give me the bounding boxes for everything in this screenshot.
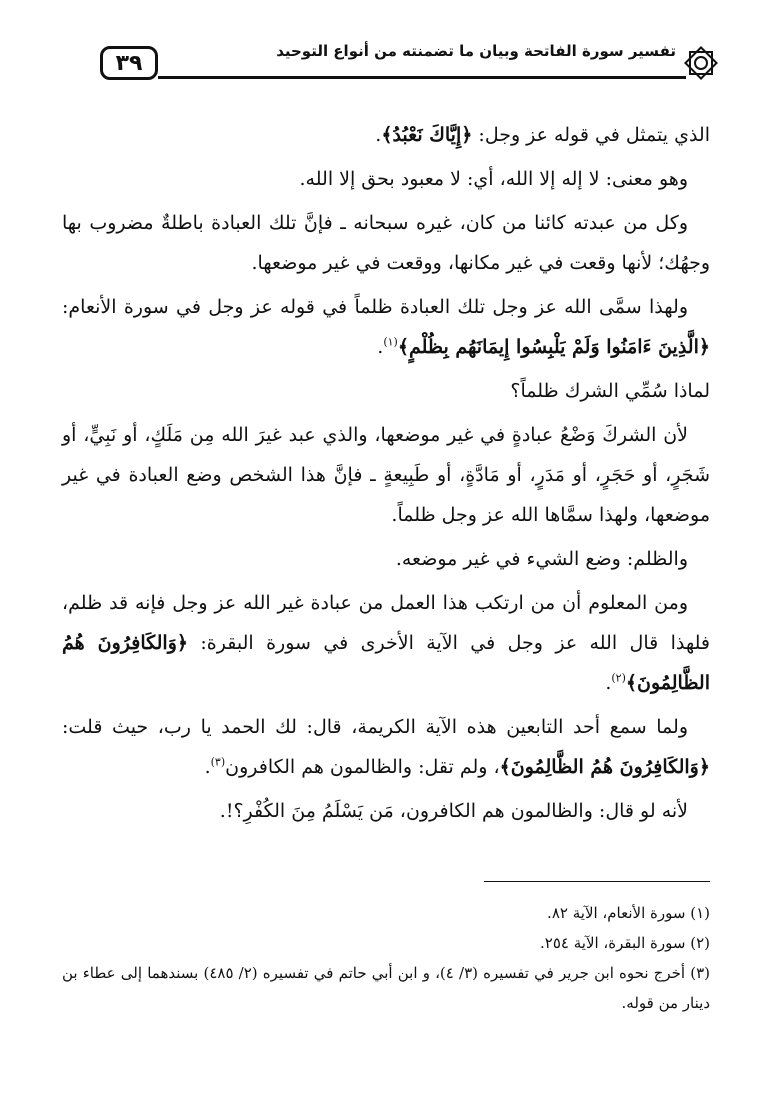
paragraph: وهو معنى: لا إله إلا الله، أي: لا معبود بحق إلا الله. (299, 168, 688, 190)
footnote: (١) سورة الأنعام، الآية ٨٢. (547, 904, 710, 922)
quran-quote: ﴿الَّذِينَ ءَامَنُوا وَلَمْ يَلْبِسُوا إِيمَانَهُم بِظُلْمٍ﴾ (397, 336, 710, 358)
footnote: (٢) سورة البقرة، الآية ٢٥٤. (540, 934, 710, 952)
star-ornament-icon (682, 44, 720, 82)
quran-quote: ﴿وَالكَافِرُونَ هُمُ الظَّالِمُونَ﴾ (62, 632, 710, 694)
footnote: (٣) أخرج نحوه ابن جرير في تفسيره (٣/ ٤)، و ابن أبي حاتم في تفسيره (٢/ ٤٨٥) بسندهما إلى عطاء بن دينار من قوله. (62, 964, 711, 1012)
paragraph: ولما سمع أحد التابعين هذه الآية الكريمة، قال: لك الحمد يا رب، حيث قلت: ﴿وَالكَافِرُونَ هُمُ الظَّالِمُونَ﴾، ولم تقل: والظالمون هم الكافرون$^{(٣)}$. (62, 716, 710, 778)
header-rule (158, 76, 686, 79)
quran-quote: ﴿وَالكَافِرُونَ هُمُ الظَّالِمُونَ﴾ (499, 756, 710, 778)
footnote-ref: (١) (383, 335, 398, 349)
footnote-ref: (٣) (210, 755, 226, 769)
footnote-ref: (٢) (611, 671, 626, 685)
page-number: ٣٩ (100, 46, 158, 80)
footnote-separator (484, 881, 710, 882)
quran-quote: ﴿إِيَّاكَ نَعْبُدُ﴾ (381, 124, 473, 146)
paragraph: لماذا سُمِّي الشرك ظلماً؟ (510, 380, 710, 402)
paragraph: والظلم: وضع الشيء في غير موضعه. (395, 548, 688, 570)
paragraph: الذي يتمثل في قوله عز وجل: ﴿إِيَّاكَ نَعْبُدُ﴾. (375, 124, 710, 146)
paragraph: لأنه لو قال: والظالمون هم الكافرون، مَن يَسْلَمُ مِنَ الكُفْرِ؟!. (219, 800, 688, 822)
paragraph: وكل من عبدته كائنا من كان، غيره سبحانه ـ فإنَّ تلك العبادة باطلةٌ مضروب بها وجهُك؛ لأنها وقعت في غير مكانها، ووقعت في غير موضعها. (62, 212, 710, 274)
main-text (62, 115, 710, 835)
footnotes (62, 898, 710, 1018)
paragraph: ولهذا سمَّى الله عز وجل تلك العبادة ظلماً في قوله عز وجل في سورة الأنعام: ﴿الَّذِينَ ءَامَنُوا وَلَمْ يَلْبِسُوا إِيمَانَهُم بِظُلْمٍ﴾$^{(١)}$. (62, 296, 710, 358)
running-title: تفسير سورة الفاتحة وبيان ما تضمنته من أنواع التوحيد (276, 42, 676, 60)
page-header (100, 42, 720, 88)
paragraph: ومن المعلوم أن من ارتكب هذا العمل من عبادة غير الله عز وجل فإنه قد ظلم، فلهذا قال الله عز وجل في الآية الأخرى في سورة البقرة: ﴿وَالكَافِرُونَ هُمُ الظَّالِمُونَ﴾$^{(٢)}$. (62, 592, 710, 694)
paragraph: لأن الشركَ وَضْعُ عبادةٍ في غير موضعها، والذي عبد غيرَ الله مِن مَلَكٍ، أو نَبِيٍّ، أو شَجَرٍ، أو حَجَرٍ، أو مَدَرٍ، أو مَادَّةٍ، أو طَبِيعةٍ ـ فإنَّ هذا الشخص وضع العبادة في غير موضعها، ولهذا سمَّاها الله عز وجل ظلماً. (62, 424, 710, 526)
